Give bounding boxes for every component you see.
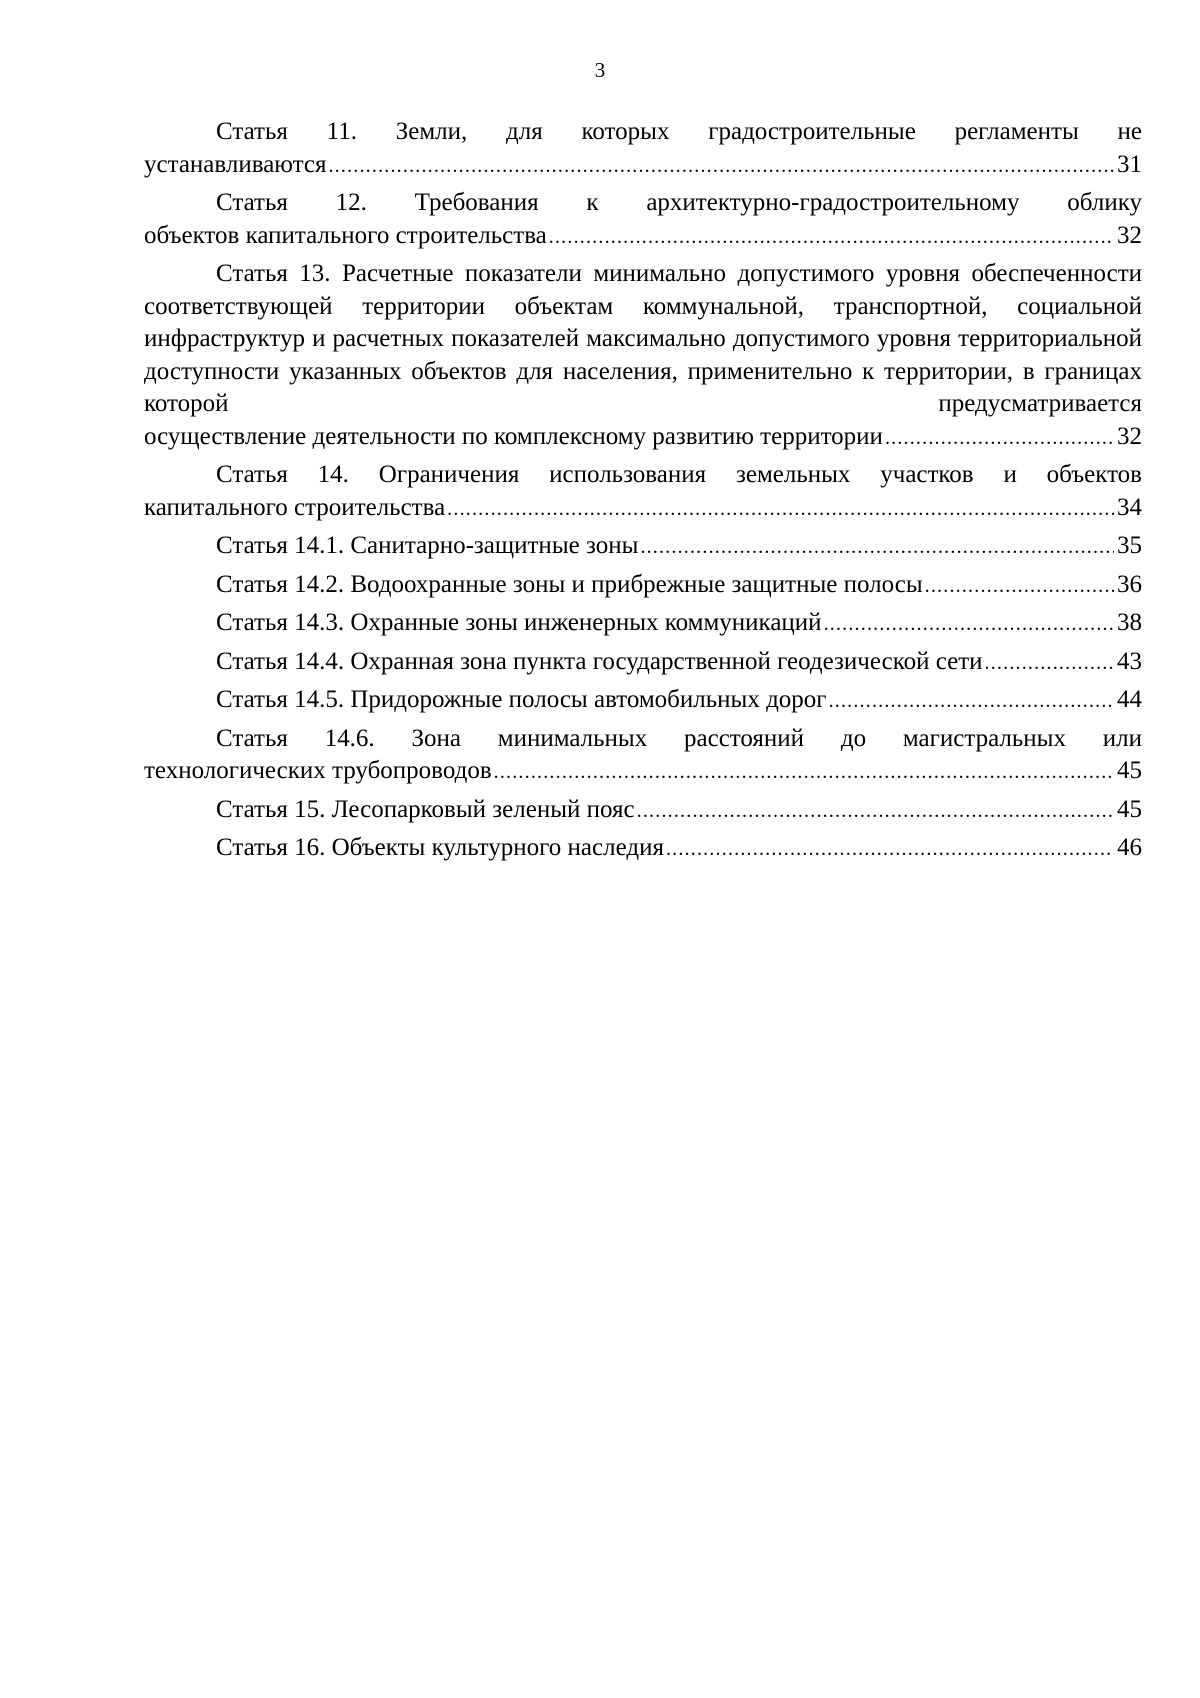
table-of-contents [144,116,1142,871]
toc-page-number: 36 [1117,570,1142,598]
toc-entry-14-6[interactable] [144,723,1142,789]
toc-entry-title-end: осуществление деятельности по комплексному развитию территории [144,422,883,450]
dot-leader [824,607,1114,641]
toc-page-number: 46 [1117,834,1142,861]
toc-entry-title: Статья 14.5. Придорожные полосы автомобильных дорог [216,686,827,713]
toc-page-number: 38 [1117,609,1142,636]
toc-entry-14[interactable] [144,459,1142,525]
toc-entry-14-4[interactable] [144,646,1142,680]
toc-entry-title: Статья 14.1. Санитарно-защитные зоны [216,532,639,559]
toc-entry-15[interactable] [144,794,1142,828]
toc-entry-13[interactable] [144,258,1142,454]
toc-page-number: 35 [1117,532,1142,559]
dot-leader [985,646,1114,680]
toc-entry-title-end: устанавливаются [144,150,327,178]
dot-leader [328,149,1114,183]
dot-leader [494,755,1114,789]
toc-entry-title: Статья 14.3. Охранные зоны инженерных коммуникаций [216,609,822,636]
toc-entry-title: Статья 14.4. Охранная зона пункта государственной геодезической сети [216,647,983,675]
toc-entry-14-2[interactable] [144,569,1142,603]
toc-page-number: 34 [1117,493,1142,521]
toc-entry-11[interactable] [144,116,1142,182]
dot-leader [666,832,1114,866]
toc-page-number: 32 [1117,422,1142,450]
dot-leader [549,220,1114,254]
page-number: 3 [594,58,606,82]
dot-leader [925,569,1114,603]
toc-page-number: 44 [1117,686,1142,713]
toc-entry-title-end: капитального строительства [144,493,446,521]
toc-page-number: 45 [1117,757,1142,784]
toc-page-number: 43 [1117,647,1142,675]
toc-entry-14-3[interactable] [144,607,1142,641]
dot-leader [447,492,1114,526]
toc-page-number: 45 [1117,795,1142,823]
toc-page-number: 32 [1117,221,1142,249]
toc-entry-title-end: технологических трубопроводов [144,757,492,784]
toc-entry-title: Статья 16. Объекты культурного наследия [216,834,664,861]
toc-entry-title-lead: Статья 14. Ограничения использования земельных участков и объектов [216,461,1142,488]
toc-page-number: 31 [1117,150,1142,178]
dot-leader [637,794,1114,828]
toc-entry-title: Статья 15. Лесопарковый зеленый пояс [216,795,635,823]
toc-entry-title-lead: Статья 14.6. Зона минимальных расстояний до магистральных или [216,724,1142,752]
toc-entry-title-lead: Статья 13. Расчетные показатели минимально допустимого уровня обеспеченности соответствующей территории объектам коммунальной, транспортной, социальной инфраструктур и расчетных показателей максимально допустимого уровня территориальной доступности указанных объектов для населения, применительно к территории, в границах которой предусматривается [144,260,1142,417]
toc-entry-title-lead: Статья 11. Земли, для которых градостроительные регламенты не [216,118,1142,145]
toc-entry-title: Статья 14.2. Водоохранные зоны и прибрежные защитные полосы [216,570,923,598]
dot-leader [829,684,1114,718]
dot-leader [640,530,1114,564]
toc-entry-title-lead: Статья 12. Требования к архитектурно-градостроительному облику [216,189,1142,216]
toc-entry-14-5[interactable] [144,684,1142,718]
toc-entry-title-end: объектов капитального строительства [144,221,547,249]
toc-entry-16[interactable] [144,832,1142,866]
dot-leader [885,421,1114,455]
toc-entry-12[interactable] [144,187,1142,253]
toc-entry-14-1[interactable] [144,530,1142,564]
